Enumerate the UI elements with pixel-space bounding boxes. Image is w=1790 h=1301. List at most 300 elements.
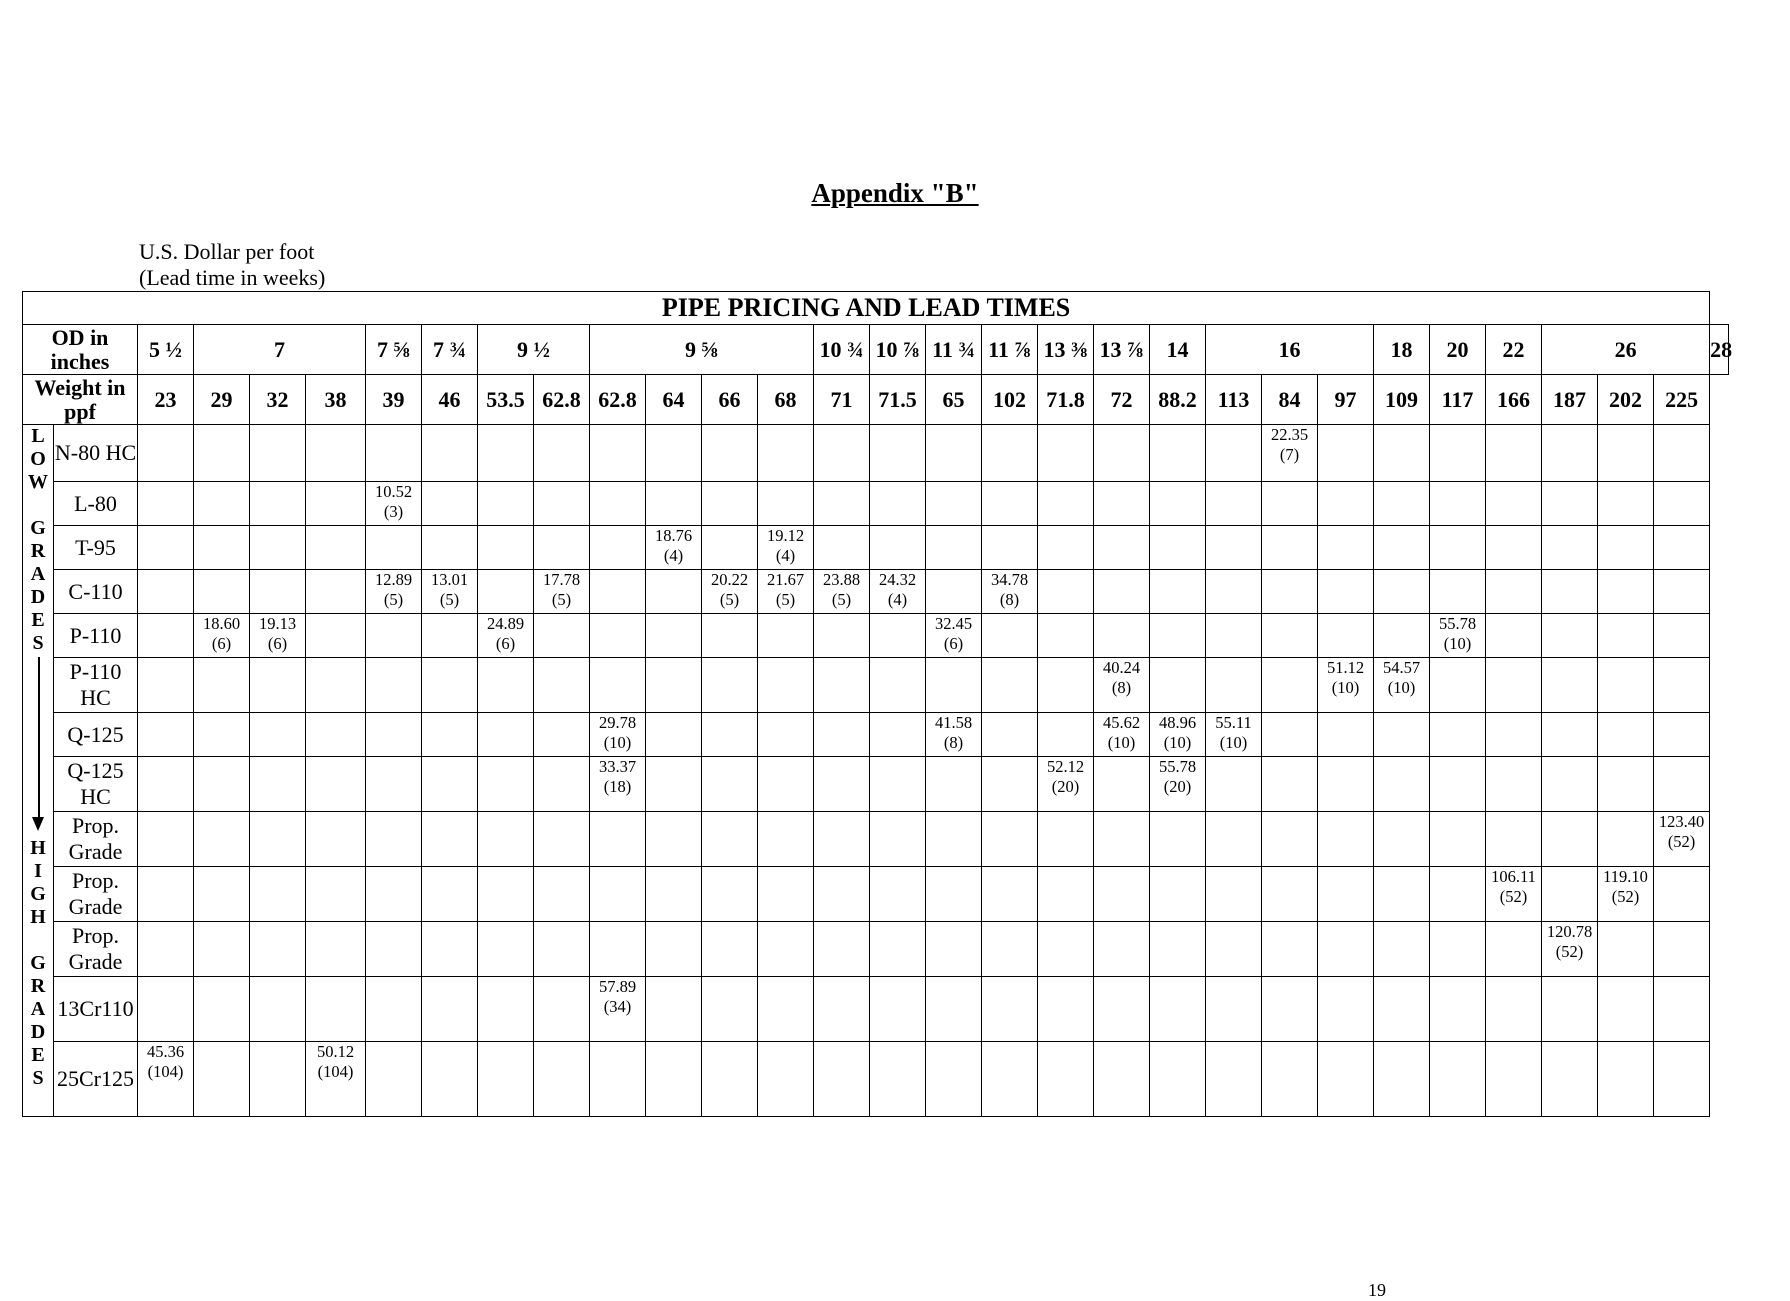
price-cell [1486,614,1542,658]
price-cell [1654,977,1710,1042]
weight-header-cell: 113 [1206,375,1262,425]
grade-label: Q-125 [54,713,138,757]
od-header-cell: 22 [1486,325,1542,375]
price-cell [422,570,478,614]
table-row [23,482,1729,526]
price-cell [422,482,478,526]
price-cell [1206,812,1262,867]
price-cell [590,482,646,526]
price-cell [422,713,478,757]
price-cell [1654,713,1710,757]
price-cell [138,658,194,713]
lead-time-value: (18) [603,777,632,796]
price-cell [366,812,422,867]
price-cell [1318,570,1374,614]
price-cell [1654,867,1710,922]
page-number: 19 [1368,1280,1386,1300]
price-cell [1038,570,1094,614]
price-value: 19.12 [766,526,805,545]
grade-label: N-80 HC [54,425,138,482]
price-cell [306,867,366,922]
price-value: 24.89 [486,614,525,633]
page-title: Appendix "B" [811,178,979,208]
price-cell [1318,812,1374,867]
price-cell [814,922,870,977]
price-cell [1262,570,1318,614]
od-header-cell: 13 ⅞ [1094,325,1150,375]
price-cell [702,570,758,614]
price-value: 34.78 [990,570,1029,589]
price-cell [138,713,194,757]
price-cell [1094,922,1150,977]
lead-time-value: (52) [1499,887,1528,906]
price-cell [534,977,590,1042]
price-cell [1150,526,1206,570]
price-cell [478,1042,534,1117]
price-cell [814,977,870,1042]
price-cell [1150,867,1206,922]
price-cell [366,614,422,658]
price-cell [1430,614,1486,658]
price-value: 54.57 [1382,658,1421,677]
price-cell [1486,425,1542,482]
price-cell [1430,425,1486,482]
weight-header-cell: 166 [1486,375,1542,425]
price-cell [1262,658,1318,713]
price-cell [1262,977,1318,1042]
price-cell [1094,425,1150,482]
price-cell [1542,482,1598,526]
price-cell [1430,482,1486,526]
price-cell [646,425,702,482]
price-cell [1318,713,1374,757]
price-cell [982,658,1038,713]
price-cell [250,977,306,1042]
lead-time-value: (6) [495,634,516,653]
od-header-cell: 5 ½ [138,325,194,375]
price-cell [478,658,534,713]
price-cell [250,867,306,922]
price-cell [1150,812,1206,867]
price-cell [926,922,982,977]
grade-label: P-110 HC [54,658,138,713]
price-cell [1094,526,1150,570]
price-cell [194,526,250,570]
price-cell [1654,922,1710,977]
price-cell [138,526,194,570]
price-cell [590,922,646,977]
price-value: 12.89 [374,570,413,589]
od-header-row [23,325,1729,375]
price-cell [646,713,702,757]
price-cell [870,977,926,1042]
price-cell [1094,812,1150,867]
price-value: 18.76 [654,526,693,545]
price-cell [138,614,194,658]
price-value: 17.78 [542,570,581,589]
price-cell [590,1042,646,1117]
grade-label: L-80 [54,482,138,526]
price-cell [306,425,366,482]
lead-time-value: (10) [1443,634,1472,653]
price-cell [1318,425,1374,482]
lead-time-value: (52) [1667,832,1696,851]
price-cell [1598,425,1654,482]
price-cell [646,614,702,658]
price-cell [194,812,250,867]
price-cell [194,977,250,1042]
price-cell [250,570,306,614]
price-value: 19.13 [258,614,297,633]
price-cell [870,425,926,482]
od-header-cell: 13 ⅜ [1038,325,1094,375]
price-value: 32.45 [934,614,973,633]
price-cell [1374,1042,1430,1117]
price-cell [982,570,1038,614]
table-row [23,425,1729,482]
price-cell [1598,570,1654,614]
price-cell [1150,977,1206,1042]
price-cell [590,658,646,713]
weight-header-row [23,375,1729,425]
lead-time-value: (10) [603,733,632,752]
price-cell [814,713,870,757]
price-cell [926,812,982,867]
lead-time-value: (8) [1111,678,1132,697]
price-cell [702,526,758,570]
price-cell [870,526,926,570]
weight-header-cell: 23 [138,375,194,425]
price-cell [534,713,590,757]
lead-time-value: (10) [1107,733,1136,752]
lead-time-value: (5) [831,590,852,609]
price-cell [366,713,422,757]
price-cell [478,922,534,977]
price-cell [1542,570,1598,614]
price-cell [1094,614,1150,658]
price-cell [1374,757,1430,812]
price-cell [646,526,702,570]
price-cell [422,658,478,713]
price-value: 33.37 [598,757,637,776]
price-value: 50.12 [316,1042,355,1061]
price-cell [1486,812,1542,867]
lead-time-value: (104) [147,1062,184,1081]
price-cell [534,425,590,482]
price-cell [646,570,702,614]
price-cell [702,1042,758,1117]
price-cell [758,867,814,922]
price-cell [646,977,702,1042]
price-cell [1598,812,1654,867]
price-cell [1038,922,1094,977]
price-cell [366,425,422,482]
price-cell [194,922,250,977]
lead-time-value: (7) [1279,445,1300,464]
price-cell [1318,526,1374,570]
od-header-cell: 18 [1374,325,1430,375]
price-cell [534,1042,590,1117]
price-cell [1038,482,1094,526]
price-value: 13.01 [430,570,469,589]
price-cell [814,812,870,867]
price-value: 52.12 [1046,757,1085,776]
price-cell [646,482,702,526]
weight-header-cell: 72 [1094,375,1150,425]
price-cell [926,757,982,812]
price-cell [1598,658,1654,713]
price-cell [1150,482,1206,526]
lead-time-value: (52) [1611,887,1640,906]
price-cell [646,757,702,812]
lead-time-value: (5) [719,590,740,609]
unit-note-lead-time: (Lead time in weeks) [139,265,326,290]
lead-time-value: (6) [267,634,288,653]
price-cell [534,922,590,977]
price-cell [1206,570,1262,614]
price-value: 18.60 [202,614,241,633]
price-cell [366,922,422,977]
price-cell [1206,757,1262,812]
price-cell [1206,713,1262,757]
price-cell [814,425,870,482]
price-cell [366,526,422,570]
price-cell [1598,867,1654,922]
price-cell [250,482,306,526]
price-value: 20.22 [710,570,749,589]
lead-time-value: (20) [1163,777,1192,796]
price-cell [1038,526,1094,570]
price-cell [366,867,422,922]
price-cell [1374,526,1430,570]
price-cell [250,757,306,812]
lead-time-value: (10) [1331,678,1360,697]
price-cell [1542,526,1598,570]
price-cell [870,1042,926,1117]
price-cell [870,658,926,713]
price-cell [1598,713,1654,757]
price-cell [1150,658,1206,713]
table-row [23,922,1729,977]
grade-direction-indicator [23,425,54,1117]
price-cell [1318,482,1374,526]
price-cell [870,757,926,812]
price-cell [1150,570,1206,614]
weight-header-cell: 109 [1374,375,1430,425]
price-cell [1598,977,1654,1042]
price-cell [982,922,1038,977]
price-cell [870,482,926,526]
price-cell [590,812,646,867]
price-cell [1094,658,1150,713]
price-cell [1374,812,1430,867]
price-value: 29.78 [598,713,637,732]
price-cell [982,812,1038,867]
price-cell [814,614,870,658]
price-cell [194,425,250,482]
price-cell [1262,922,1318,977]
table-row [23,812,1729,867]
price-cell [534,867,590,922]
price-cell [306,482,366,526]
price-cell [534,614,590,658]
table-row [23,614,1729,658]
price-cell [1206,922,1262,977]
price-cell [1262,614,1318,658]
price-cell [926,425,982,482]
pipe-pricing-table [22,291,1733,1117]
price-cell [1654,570,1710,614]
price-cell [194,570,250,614]
price-cell [194,713,250,757]
price-cell [1486,570,1542,614]
lead-time-value: (5) [775,590,796,609]
grade-label: C-110 [54,570,138,614]
table-title: PIPE PRICING AND LEAD TIMES [23,292,1710,325]
price-cell [982,614,1038,658]
price-cell [870,812,926,867]
price-cell [926,482,982,526]
price-cell [1542,922,1598,977]
price-cell [870,713,926,757]
price-cell [534,658,590,713]
price-cell [1038,425,1094,482]
price-cell [814,526,870,570]
price-cell [194,482,250,526]
price-cell [1038,977,1094,1042]
weight-header-cell: 71 [814,375,870,425]
price-cell [1542,658,1598,713]
price-value: 55.78 [1438,614,1477,633]
price-cell [926,713,982,757]
price-cell [982,713,1038,757]
price-value: 57.89 [598,977,637,996]
price-cell [982,526,1038,570]
table-row [23,570,1729,614]
price-cell [1150,425,1206,482]
price-cell [250,526,306,570]
price-cell [422,1042,478,1117]
od-header-cell: 10 ¾ [814,325,870,375]
price-cell [870,570,926,614]
od-header-cell: 9 ½ [478,325,590,375]
price-value: 55.78 [1158,757,1197,776]
price-cell [1374,977,1430,1042]
price-cell [758,757,814,812]
price-cell [1206,614,1262,658]
price-cell [926,867,982,922]
price-cell [194,757,250,812]
od-header-cell: 7 [194,325,366,375]
price-cell [1206,658,1262,713]
price-cell [306,713,366,757]
od-header-cell: 7 ¾ [422,325,478,375]
price-cell [982,867,1038,922]
price-cell [590,713,646,757]
price-cell [590,425,646,482]
price-cell [366,482,422,526]
od-header-cell: 20 [1430,325,1486,375]
price-cell [1038,867,1094,922]
price-cell [1486,867,1542,922]
od-header-cell: 11 ⅞ [982,325,1038,375]
price-cell [1206,867,1262,922]
price-cell [1262,812,1318,867]
price-cell [422,977,478,1042]
price-value: 123.40 [1658,812,1705,831]
price-cell [1486,922,1542,977]
price-cell [1374,713,1430,757]
price-cell [138,425,194,482]
price-cell [1654,526,1710,570]
weight-header-cell: 97 [1318,375,1374,425]
weight-header-cell: 62.8 [590,375,646,425]
price-value: 41.58 [934,713,973,732]
lead-time-value: (52) [1555,942,1584,961]
price-cell [702,867,758,922]
price-cell [1430,658,1486,713]
price-cell [1318,867,1374,922]
price-cell [306,526,366,570]
table-title-row [23,292,1729,325]
price-cell [1318,1042,1374,1117]
weight-label: Weight in ppf [23,375,138,425]
table-row [23,526,1729,570]
price-cell [646,812,702,867]
price-cell [758,425,814,482]
price-value: 55.11 [1215,713,1252,732]
price-cell [1262,757,1318,812]
lead-time-value: (10) [1219,733,1248,752]
lead-time-value: (5) [383,590,404,609]
price-cell [1654,614,1710,658]
price-cell [250,812,306,867]
lead-time-value: (4) [887,590,908,609]
price-cell [250,658,306,713]
price-cell [1318,922,1374,977]
price-cell [1150,1042,1206,1117]
price-cell [1542,757,1598,812]
od-label: OD in inches [23,325,138,375]
price-cell [306,922,366,977]
unit-note-price: U.S. Dollar per foot [139,239,315,264]
price-cell [250,614,306,658]
price-cell [870,922,926,977]
weight-header-cell: 38 [306,375,366,425]
price-cell [422,922,478,977]
price-cell [1262,867,1318,922]
price-cell [702,757,758,812]
price-cell [1542,713,1598,757]
price-cell [422,812,478,867]
weight-header-cell: 66 [702,375,758,425]
price-cell [1150,713,1206,757]
od-header-cell: 7 ⅝ [366,325,422,375]
price-cell [814,867,870,922]
price-cell [194,614,250,658]
price-cell [982,977,1038,1042]
price-cell [478,425,534,482]
lead-time-value: (8) [999,590,1020,609]
price-cell [758,482,814,526]
price-cell [702,713,758,757]
price-cell [1598,614,1654,658]
price-cell [1318,977,1374,1042]
price-cell [758,1042,814,1117]
price-cell [1038,1042,1094,1117]
price-cell [1486,977,1542,1042]
lead-time-value: (3) [383,502,404,521]
